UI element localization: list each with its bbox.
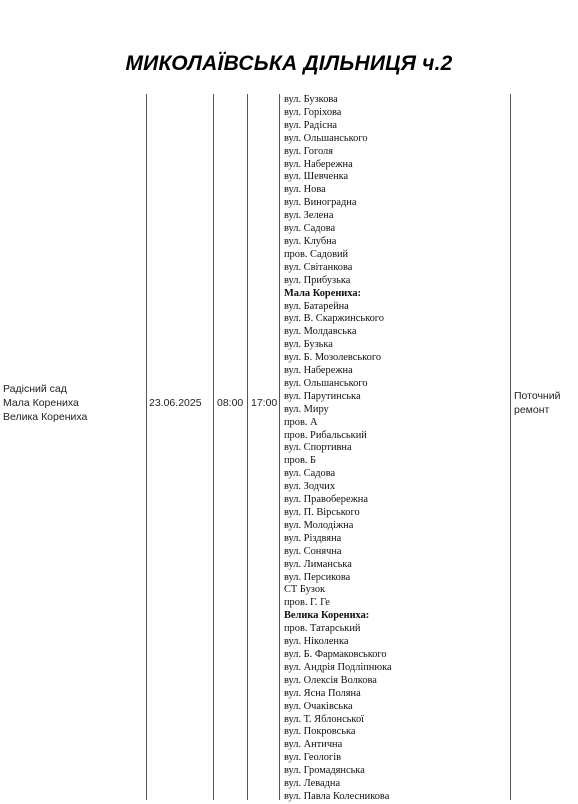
date-cell: 23.06.2025 [149,397,202,409]
street-item: вул. Миру [284,403,329,415]
street-item: вул. Лиманська [284,558,352,570]
street-item: вул. Зодчих [284,481,336,493]
street-item: вул. Клубна [284,235,337,247]
street-item: вул. Батарейна [284,300,349,312]
street-item: вул. Нова [284,184,326,196]
street-item: пров. Б [284,455,317,467]
settlement-name: Радісний сад [3,383,67,395]
settlement-header: Мала Корениха: [284,287,362,299]
street-item: вул. Гоголя [284,145,333,157]
street-item: вул. Горіхова [284,106,342,118]
street-item: вул. Прибузька [284,274,351,286]
street-item: вул. Геологів [284,752,341,764]
time-end-cell: 17:00 [251,397,278,409]
streets-list [284,94,509,804]
street-item: вул. Левадна [284,778,341,790]
street-item: вул. Зелена [284,210,334,222]
street-item: пров. А [284,416,318,428]
work-type-line: ремонт [514,404,550,416]
street-item: вул. Персикова [284,571,351,583]
time-start-cell: 08:00 [217,397,244,409]
column-divider [279,94,280,800]
street-item: вул. Бузька [284,339,333,351]
street-item: вул. Радісна [284,119,338,131]
street-item: вул. Молодіжна [284,519,354,531]
street-item: вул. Антична [284,739,343,751]
street-item: вул. Ольшанського [284,132,368,144]
street-item: вул. П. Вірського [284,507,360,518]
street-item: пров. Садовий [284,248,349,260]
settlement-header: Велика Корениха: [284,610,370,622]
column-divider [146,94,147,800]
column-divider [510,94,511,800]
street-item: вул. Ніколенка [284,636,349,648]
settlements-cell [3,382,143,424]
street-item: вул. Набережна [284,158,353,170]
street-item: вул. Бузкова [284,94,338,105]
page-title: МИКОЛАЇВСЬКА ДІЛЬНИЦЯ ч.2 [125,52,453,75]
street-item: вул. Молдавська [284,326,357,338]
street-item: вул. Громадянська [284,765,365,777]
street-item: вул. Садова [284,223,336,235]
street-item: вул. Ольшанського [284,377,368,389]
street-item: вул. Павла Колесникова [284,790,390,802]
street-item: вул. Спортивна [284,442,352,454]
street-item: пров. Рибальський [284,429,367,441]
settlement-name: Мала Корениха [3,397,79,409]
street-item: вул. Сонячна [284,545,342,557]
street-item: вул. Шевченка [284,171,349,183]
street-item: вул. Правобережна [284,494,368,506]
street-item: вул. Т. Яблонської [284,713,365,725]
street-item: вул. Садова [284,468,336,480]
street-item: вул. Світанкова [284,261,353,273]
street-item: вул. Набережна [284,365,353,377]
street-item: вул. Б. Мозолевського [284,352,382,364]
street-item: пров. Татарський [284,623,361,635]
column-divider [213,94,214,800]
street-item: вул. В. Скаржинського [284,313,384,325]
street-item: вул. Олексія Волкова [284,674,377,686]
street-item: вул. Б. Фармаковського [284,648,387,660]
schedule-table [0,94,578,800]
street-item: вул. Ясна Поляна [284,687,361,699]
street-item: вул. Покровська [284,726,356,738]
settlement-name: Велика Корениха [3,411,88,423]
column-divider [247,94,248,800]
work-type-cell [514,389,576,417]
street-item: вул. Виноградна [284,197,357,209]
street-item: СТ Бузок [284,584,326,596]
work-type-line: Поточний [514,390,561,402]
street-item: вул. Андрія Подліпнюка [284,661,392,673]
street-item: вул. Різдвяна [284,532,342,544]
street-item: вул. Парутинська [284,390,361,402]
street-item: вул. Очаківська [284,700,353,712]
street-item: пров. Г. Ге [284,597,330,609]
